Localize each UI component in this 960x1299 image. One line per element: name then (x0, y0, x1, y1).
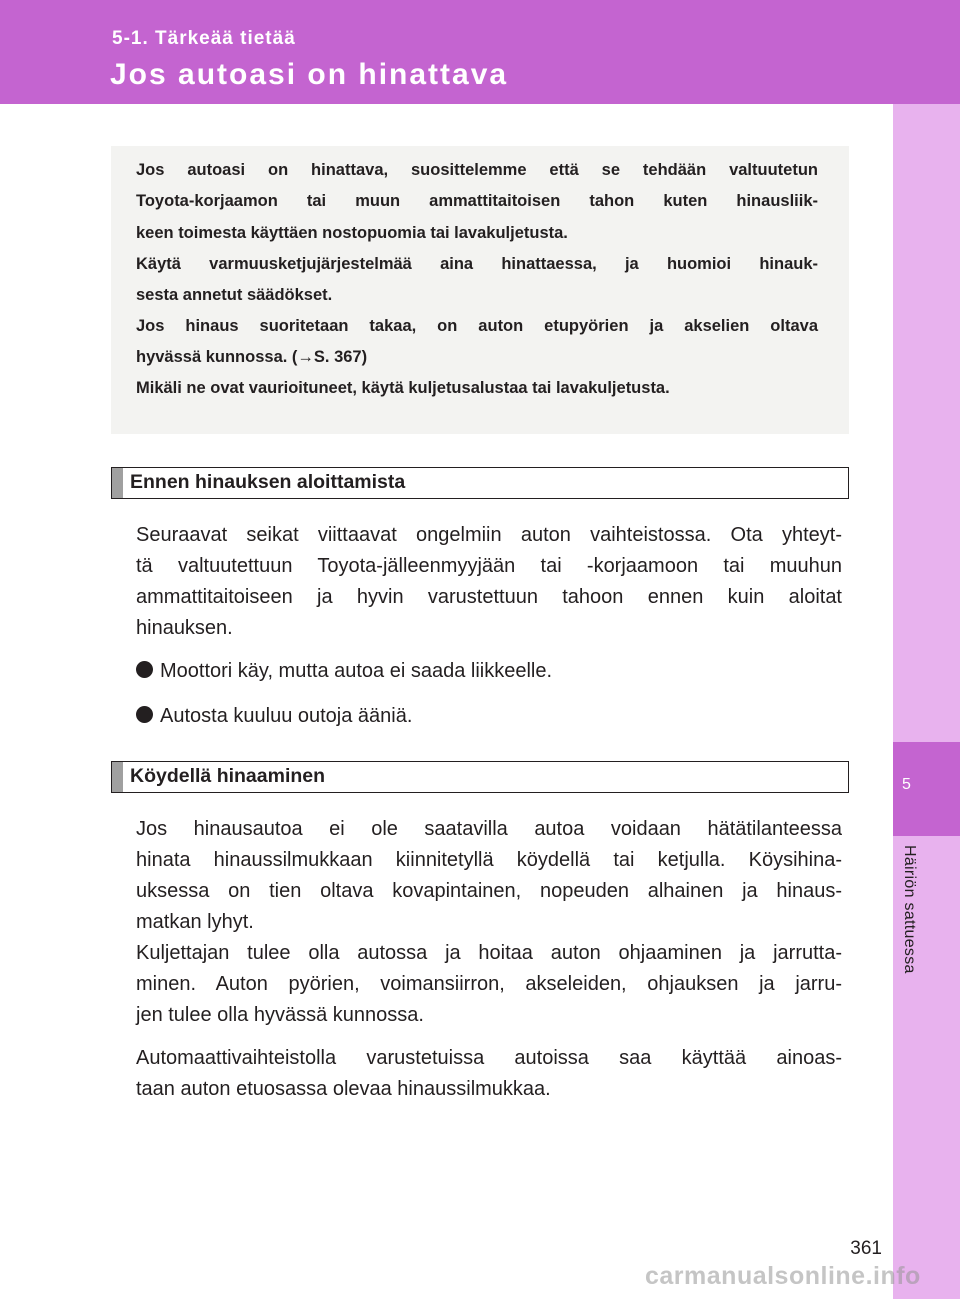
section-heading-before-towing (111, 467, 849, 499)
bullet-text: Moottori käy, mutta autoa ei saada liikkeelle. (160, 660, 553, 682)
bullet-item (136, 705, 412, 728)
bullet-text: Autosta kuuluu outoja ääniä. (160, 705, 413, 727)
section-heading-text: Ennen hinauksen aloittamista (130, 471, 406, 493)
chapter-title: Häiriön sattuessa (901, 845, 918, 974)
page-title: Jos autoasi on hinattava (110, 58, 509, 91)
intro-line: keen toimesta käyttäen nostopuomia tai lavakuljetusta. (136, 224, 568, 242)
section-heading-text: Köydellä hinaaminen (130, 765, 326, 787)
intro-line: hyvässä kunnossa. (→S. 367) (136, 348, 368, 366)
intro-line: Jos hinaus suoritetaan takaa, on auton etupyörien ja akselien oltava (136, 317, 818, 335)
body-line: ammattitaitoiseen ja hyvin varustettuun tahoon ennen kuin aloitat (136, 586, 842, 608)
intro-line: Jos autoasi on hinattava, suosittelemme että se tehdään valtuutetun (136, 161, 818, 179)
section-heading-rope-towing (111, 761, 849, 793)
heading-bar (112, 762, 123, 792)
body-line: jen tulee olla hyvässä kunnossa. (136, 1004, 424, 1026)
bullet-item (136, 660, 552, 683)
side-strip (893, 104, 960, 1299)
body-line: hinata hinaussilmukkaan kiinnitetyllä köydellä tai ketjulla. Köysihina- (136, 849, 842, 871)
body-line: hinauksen. (136, 617, 233, 639)
bullet-dot-icon (136, 706, 153, 723)
intro-line: sesta annetut säädökset. (136, 286, 333, 304)
page-number: 361 (850, 1238, 882, 1259)
section-label: 5-1. Tärkeää tietää (112, 28, 296, 49)
intro-line: Mikäli ne ovat vaurioituneet, käytä kuljetusalustaa tai lavakuljetusta. (136, 379, 670, 397)
intro-line: Käytä varmuusketjujärjestelmää aina hinattaessa, ja huomioi hinauk- (136, 255, 818, 273)
bullet-dot-icon (136, 661, 153, 678)
body-line: uksessa on tien oltava kovapintainen, nopeuden alhainen ja hinaus- (136, 880, 842, 902)
chapter-number: 5 (902, 776, 911, 793)
body-line: matkan lyhyt. (136, 911, 254, 933)
body-line: Seuraavat seikat viittaavat ongelmiin auton vaihteistossa. Ota yhteyt- (136, 524, 842, 546)
heading-bar (112, 468, 123, 498)
body-line: Automaattivaihteistolla varustetuissa autoissa saa käyttää ainoas- (136, 1047, 842, 1069)
body-line: tä valtuutettuun Toyota-jälleenmyyjään tai -korjaamoon tai muuhun (136, 555, 842, 577)
body-line: Kuljettajan tulee olla autossa ja hoitaa auton ohjaaminen ja jarrutta- (136, 942, 842, 964)
body-line: Jos hinausautoa ei ole saatavilla autoa voidaan hätätilanteessa (136, 818, 842, 840)
watermark: carmanualsonline.info (645, 1262, 921, 1290)
body-line: minen. Auton pyörien, voimansiirron, akseleiden, ohjauksen ja jarru- (136, 973, 842, 995)
intro-line: Toyota-korjaamon tai muun ammattitaitoisen tahon kuten hinausliik- (136, 192, 818, 210)
body-line: taan auton etuosassa olevaa hinaussilmukkaa. (136, 1078, 551, 1100)
